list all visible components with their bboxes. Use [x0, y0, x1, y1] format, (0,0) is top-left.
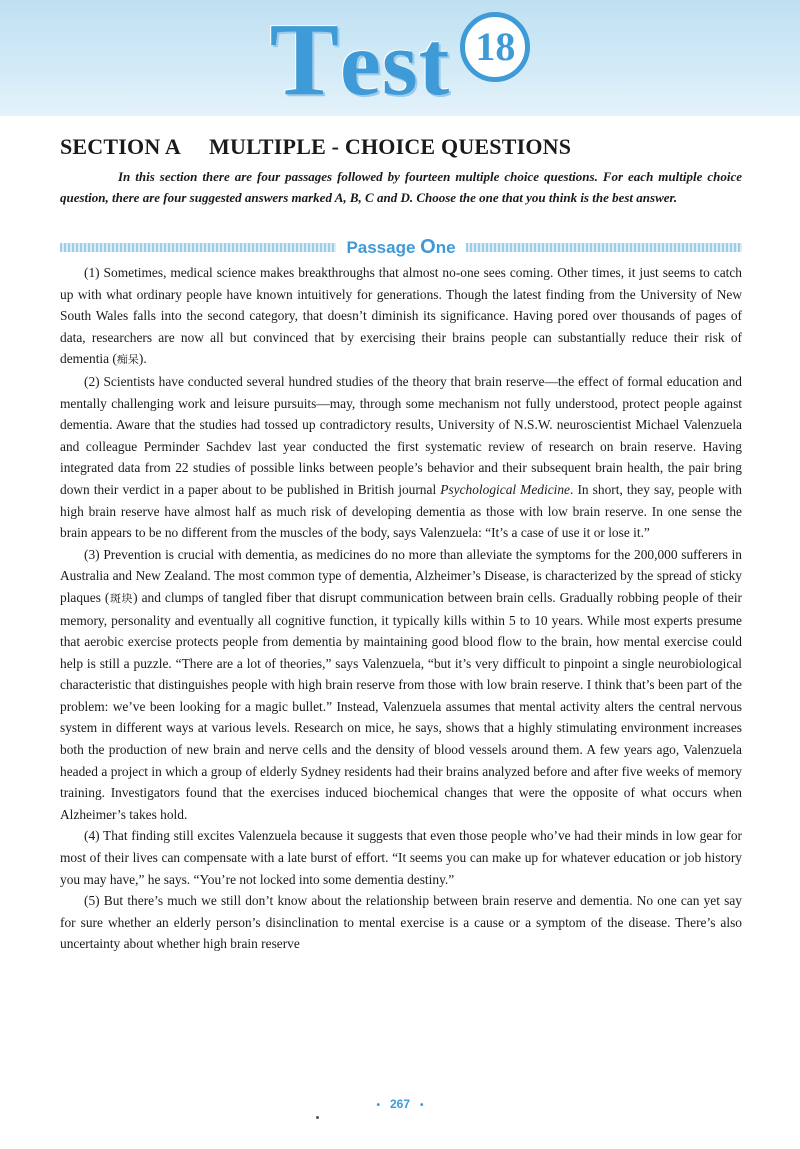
page-footer — [0, 1097, 800, 1111]
test-number-badge: 18 — [460, 12, 530, 82]
passage-header-left-rule — [60, 243, 336, 252]
test-word-initial: T — [269, 2, 341, 117]
section-title: MULTIPLE - CHOICE QUESTIONS — [209, 134, 572, 159]
paragraph-1-end: ). — [138, 351, 147, 367]
passage-title-word: Passage — [346, 237, 416, 257]
paragraph-1-text: (1) Sometimes, medical science makes breakthroughs that almost no-one sees coming. Other times, it just seems to catch up with what ordinary people have known intuitively for generations. Though the latest finding from the University of New South Wales falls into the second category, that doesn’t diminish its significance. Having pored over thousands of pages of data, researchers are now all but convinced that by exercising their brains people can substantially reduce their risk of dementia ( — [60, 265, 742, 367]
test-banner — [0, 0, 800, 116]
passage-body — [60, 262, 742, 955]
footer-bullet-left: • — [376, 1100, 380, 1111]
paragraph-1 — [60, 262, 742, 371]
paragraph-3-text: (3) Prevention is crucial with dementia, as medicines do no more than alleviate the symptoms for the 200,000 sufferers in Australia and New Zealand. The most common type of dementia, Alzheimer’s Disease, is characterized by the spread of sticky plaques ( — [60, 546, 742, 605]
paragraph-3-end: ) and clumps of tangled fiber that disrupt communication between brain cells. Gradually robbing people of their memory, personality and eventually all cognitive function, it typically kills within 5 to 10 years. While most experts presume that aerobic exercise protects people from dementia by maintaining good blood flow to the brain, how mental exercise could help is still a puzzle. “There are a lot of theories,” says Valenzuela, “but it’s very difficult to pinpoint a single neurobiological characteristic that distinguishes people with high brain reserve from those with low brain reserve. I think that’s been part of the problem: we’ve been looking for a magic bullet.” Instead, Valenzuela assumes that mental activity alters the central nervous system in different ways at various levels. Research on mice, he says, shows that a highly stimulating environment increases both the production of new brain and nerve cells and the density of blood vessels around them. A few years ago, Valenzuela headed a project in which a group of elderly Sydney residents had their brains analyzed before and after five weeks of memory training. Investigators found that the exercises induced biochemical changes that were the opposite of what occurs when Alzheimer’s takes hold. — [60, 589, 743, 822]
paragraph-2-text: (2) Scientists have conducted several hundred studies of the theory that brain reserve—the effect of formal education and mentally challenging work and leisure pursuits—may, through some mechanism not fully understood, protect people against dementia. Aware that the studies had tossed up contradictory results, University of N.S.W. neuroscientist Michael Valenzuela and colleague Perminder Sachdev last year conducted the first systematic review of research on brain reserve. Having integrated data from 22 studies of possible links between people’s behavior and their subsequent brain health, the pair bring down their verdict in a paper about to be published in British journal — [60, 373, 742, 497]
paragraph-3 — [60, 544, 742, 826]
paragraph-5: (5) But there’s much we still don’t know about the relationship between brain reserve and dementia. No one can yet say for sure whether an elderly person’s disinclination to mental exercise is a cause or a symptom of the disease. There’s also uncertainty about whether high brain reserve — [60, 893, 742, 952]
section-instructions: In this section there are four passages followed by fourteen multiple choice questions. For each multiple choice question, there are four suggested answers marked A, B, C and D. Choose the one that you think is the best answer. — [60, 169, 742, 205]
paragraph-4: (4) That finding still excites Valenzuela because it suggests that even those people who’ve had their minds in low gear for most of their lives can compensate with a late burst of effort. “It seems you can make up for whatever education or job history you may have,” he says. “You’re not locked into some dementia destiny.” — [60, 828, 742, 887]
passage-header-right-rule — [466, 243, 742, 252]
test-word-rest: est — [340, 12, 451, 114]
test-title — [0, 2, 800, 117]
paragraph-2 — [60, 371, 742, 544]
passage-title-number-rest: ne — [435, 237, 456, 257]
passage-title — [336, 236, 465, 259]
passage-title-number-initial: O — [420, 235, 436, 258]
footer-bullet-right: • — [420, 1100, 424, 1111]
test-word — [269, 2, 451, 117]
paragraph-3-chinese-gloss: 斑块 — [109, 591, 134, 605]
paragraph-2-end: . In short, they say, people with high brain reserve have almost half as much risk of developing dementia as those with low brain reserve. In one sense the brain appears to be no different from the muscles of the body, says Valenzuela: “It’s a case of use it or lose it.” — [60, 481, 742, 541]
journal-title: Psychological Medicine — [440, 481, 571, 497]
paragraph-1-chinese-gloss: 痴呆 — [116, 353, 139, 367]
page-number: 267 — [389, 1097, 411, 1111]
section-heading — [60, 134, 571, 160]
section-label: SECTION A — [60, 134, 182, 159]
passage-header — [60, 236, 742, 258]
scan-speck — [316, 1116, 319, 1119]
